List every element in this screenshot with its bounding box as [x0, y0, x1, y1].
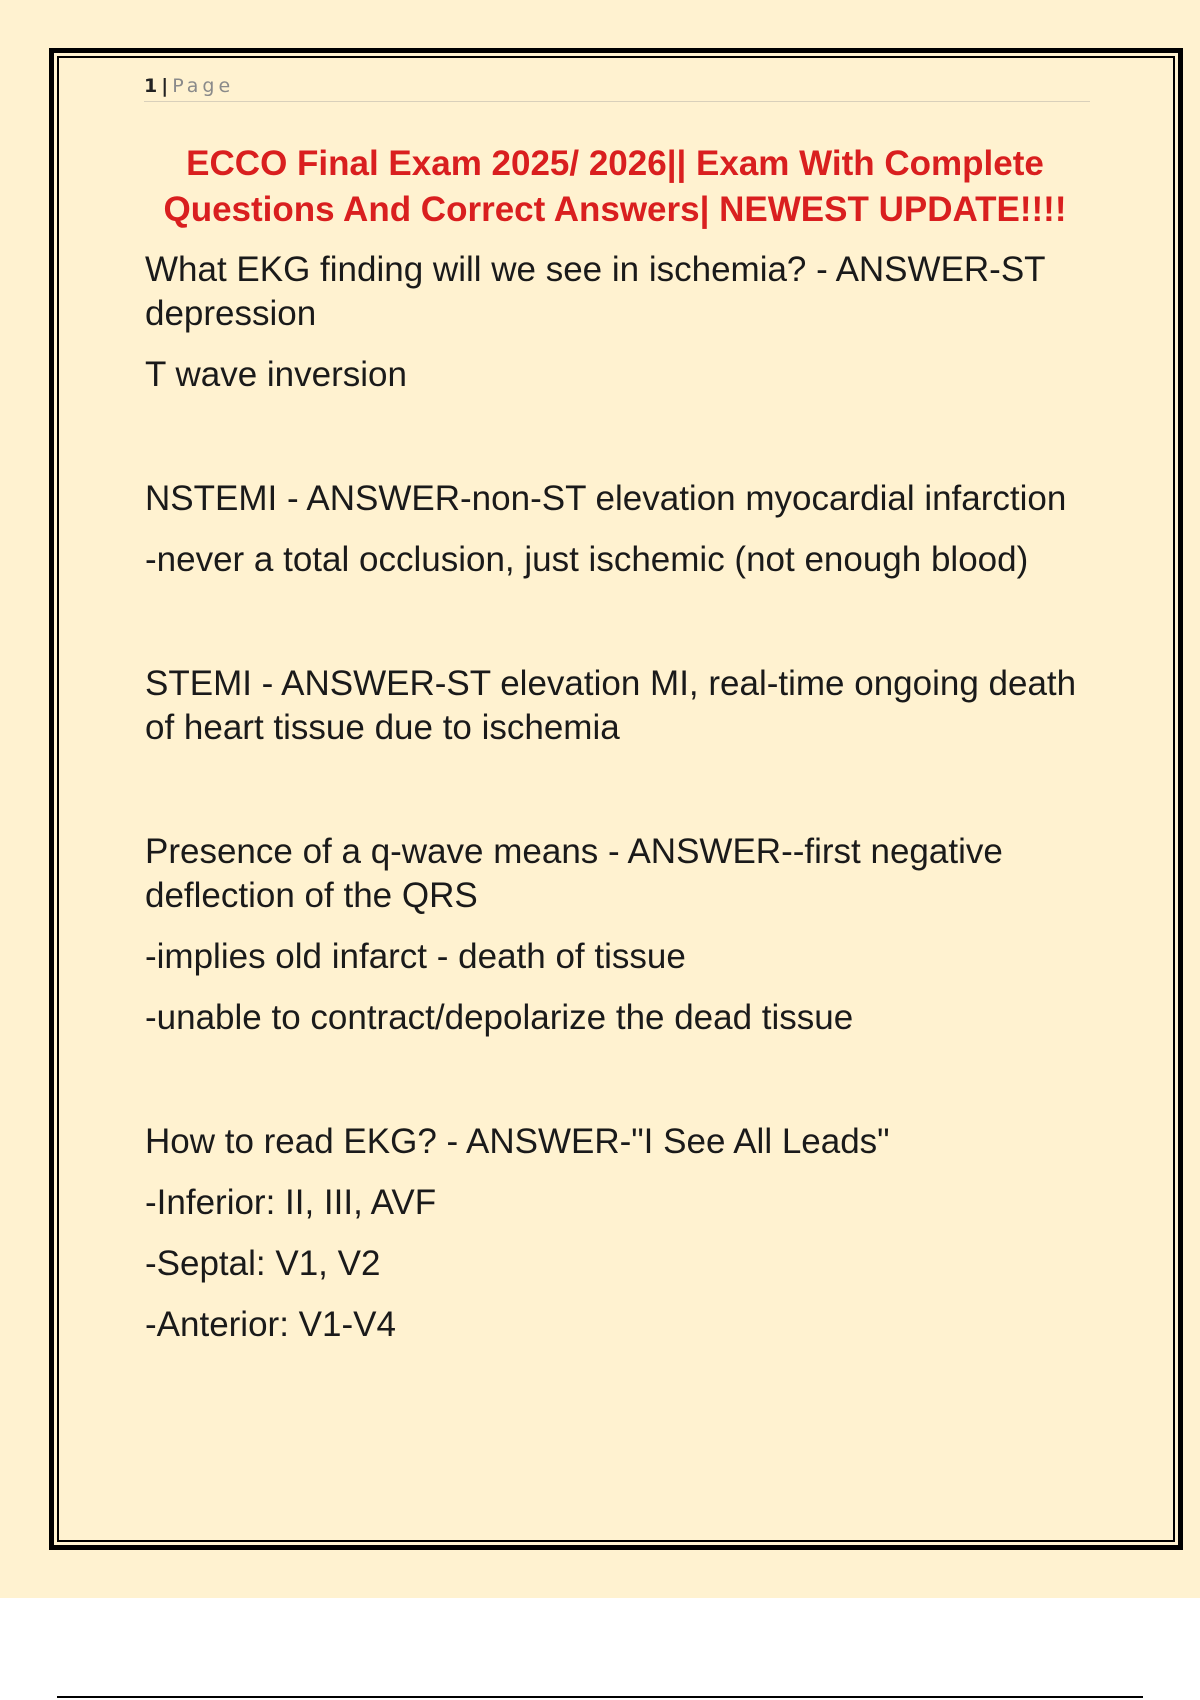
qa-line: Presence of a q-wave means - ANSWER--first negative deflection of the QRS — [145, 832, 1003, 915]
qa-line: -unable to contract/depolarize the dead tissue — [145, 998, 854, 1037]
qa-line: -Septal: V1, V2 — [145, 1244, 381, 1283]
qa-line: STEMI - ANSWER-ST elevation MI, real-time ongoing death of heart tissue due to ischemia — [145, 664, 1077, 747]
qa-block-nstemi — [145, 477, 1095, 582]
page-header — [144, 72, 1090, 102]
qa-line: NSTEMI - ANSWER-non-ST elevation myocardial infarction — [145, 479, 1067, 518]
qa-block-read-ekg — [145, 1120, 1095, 1347]
qa-line: How to read EKG? - ANSWER-"I See All Leads" — [145, 1122, 890, 1161]
qa-line: What EKG finding will we see in ischemia? - ANSWER-ST depression — [145, 250, 1045, 333]
qa-line: -implies old infarct - death of tissue — [145, 937, 686, 976]
qa-line: -Anterior: V1-V4 — [145, 1305, 396, 1344]
document-title: ECCO Final Exam 2025/ 2026|| Exam With Complete Questions And Correct Answers| NEWEST UPDATE!!!! — [163, 144, 1067, 229]
qa-line: T wave inversion — [145, 355, 407, 394]
qa-block-ischemia — [145, 248, 1095, 397]
document-body — [145, 248, 1095, 1427]
qa-block-q-wave — [145, 830, 1095, 1040]
page-number: 1 — [144, 75, 158, 97]
qa-block-stemi — [145, 662, 1095, 750]
qa-line: -Inferior: II, III, AVF — [145, 1183, 437, 1222]
bottom-divider — [57, 1696, 1143, 1698]
qa-line: -never a total occlusion, just ischemic (not enough blood) — [145, 540, 1029, 579]
page-separator: | — [161, 75, 169, 97]
page-label: Page — [172, 75, 235, 97]
